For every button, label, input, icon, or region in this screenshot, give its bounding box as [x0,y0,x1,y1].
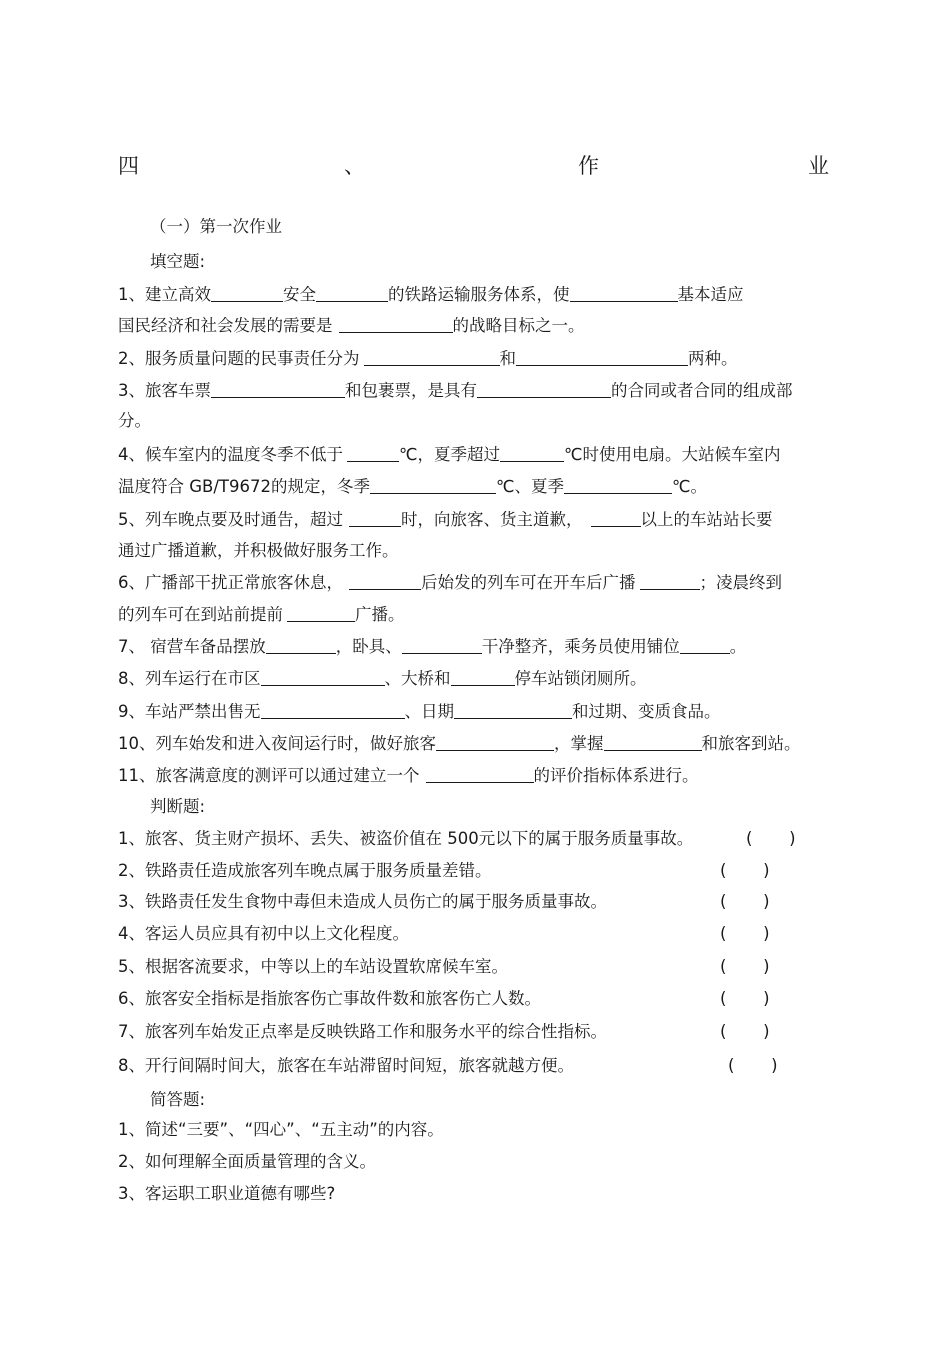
question-6: 6、广播部干扰正常旅客休息， 后始发的列车可在开车后广播 ；凌晨终到 [118,573,782,592]
blank[interactable] [261,702,405,719]
blank[interactable] [570,285,678,302]
answer-parentheses[interactable]: ( ) [720,861,770,880]
judge-item: 3、铁路责任发生食物中毒但未造成人员伤亡的属于服务质量事故。 [118,892,607,911]
question-10: 10、列车始发和进入夜间运行时，做好旅客 ，掌握 和旅客到站。 [118,734,801,753]
answer-parentheses[interactable]: ( ) [720,989,770,1008]
blank[interactable] [316,285,388,302]
judge-heading: 判断题: [150,797,206,816]
judge-item: 2、铁路责任造成旅客列车晚点属于服务质量差错。 [118,861,492,880]
question-4: 4、候车室内的温度冬季不低于 ℃，夏季超过 ℃时使用电扇。大站候车室内 [118,445,781,464]
title-char: 作 [578,154,599,178]
judge-item: 5、根据客流要求，中等以上的车站设置软席候车室。 [118,957,508,976]
blank[interactable] [516,349,688,366]
answer-parentheses[interactable]: ( ) [746,829,796,848]
answer-parentheses[interactable]: ( ) [720,892,770,911]
question-8: 8、列车运行在市区 、大桥和 停车站锁闭厕所。 [118,669,647,688]
judge-item: 8、开行间隔时间大，旅客在车站滞留时间短，旅客就越方便。 [118,1056,574,1075]
answer-parentheses[interactable]: ( ) [720,1022,770,1041]
fill-heading: 填空题: [150,252,206,271]
title-char: 、 [344,154,365,178]
blank[interactable] [604,734,702,751]
question-3: 3、旅客车票 和包裹票，是具有 的合同或者合同的组成部 [118,381,793,400]
page-title [118,150,830,182]
blank[interactable] [402,637,482,654]
title-char: 业 [808,154,829,178]
short-item: 1、简述“三要”、“四心”、“五主动”的内容。 [118,1120,444,1139]
blank[interactable] [477,381,611,398]
question-4-cont: 温度符合 GB/T9672的规定，冬季 ℃、夏季 ℃。 [118,477,708,496]
blank[interactable] [426,766,534,783]
blank[interactable] [349,510,401,527]
blank[interactable] [564,477,672,494]
answer-parentheses[interactable]: ( ) [728,1056,778,1075]
judge-item: 4、客运人员应具有初中以上文化程度。 [118,924,409,943]
blank[interactable] [364,349,500,366]
judge-item: 7、旅客列车始发正点率是反映铁路工作和服务水平的综合性指标。 [118,1022,607,1041]
blank[interactable] [454,702,572,719]
judge-item: 1、旅客、货主财产损坏、丢失、被盗价值在 500元以下的属于服务质量事故。 [118,829,694,848]
blank[interactable] [266,637,336,654]
blank[interactable] [680,637,730,654]
blank[interactable] [211,285,283,302]
blank[interactable] [339,316,453,333]
blank[interactable] [287,605,355,622]
blank[interactable] [261,669,385,686]
question-9: 9、车站严禁出售无 、日期 和过期、变质食品。 [118,702,721,721]
section-heading: （一）第一次作业 [150,217,282,236]
blank[interactable] [500,445,564,462]
question-7: 7、 宿营车备品摆放 ，卧具、 干净整齐，乘务员使用铺位 。 [118,637,747,656]
question-1-cont: 国民经济和社会发展的需要是 的战略目标之一。 [118,316,585,335]
blank[interactable] [640,573,700,590]
blank[interactable] [370,477,496,494]
question-5: 5、列车晚点要及时通告，超过 时，向旅客、货主道歉， 以上的车站站长要 [118,510,773,529]
question-6-cont: 的列车可在到站前提前 广播。 [118,605,405,624]
judge-item: 6、旅客安全指标是指旅客伤亡事故件数和旅客伤亡人数。 [118,989,541,1008]
short-heading: 简答题: [150,1090,206,1109]
title-char: 四 [118,154,139,178]
answer-parentheses[interactable]: ( ) [720,957,770,976]
blank[interactable] [436,734,554,751]
answer-parentheses[interactable]: ( ) [720,924,770,943]
blank[interactable] [451,669,515,686]
short-item: 3、客运职工职业道德有哪些? [118,1184,336,1203]
question-3-cont: 分。 [118,411,151,430]
question-2: 2、服务质量问题的民事责任分为 和 两种。 [118,349,738,368]
question-1: 1、建立高效 安全 的铁路运输服务体系，使 基本适应 [118,285,744,304]
question-11: 11、旅客满意度的测评可以通过建立一个 的评价指标体系进行。 [118,766,699,785]
question-5-cont: 通过广播道歉，并积极做好服务工作。 [118,541,399,560]
blank[interactable] [211,381,345,398]
short-item: 2、如何理解全面质量管理的含义。 [118,1152,376,1171]
blank[interactable] [347,445,399,462]
blank[interactable] [591,510,641,527]
blank[interactable] [349,573,421,590]
